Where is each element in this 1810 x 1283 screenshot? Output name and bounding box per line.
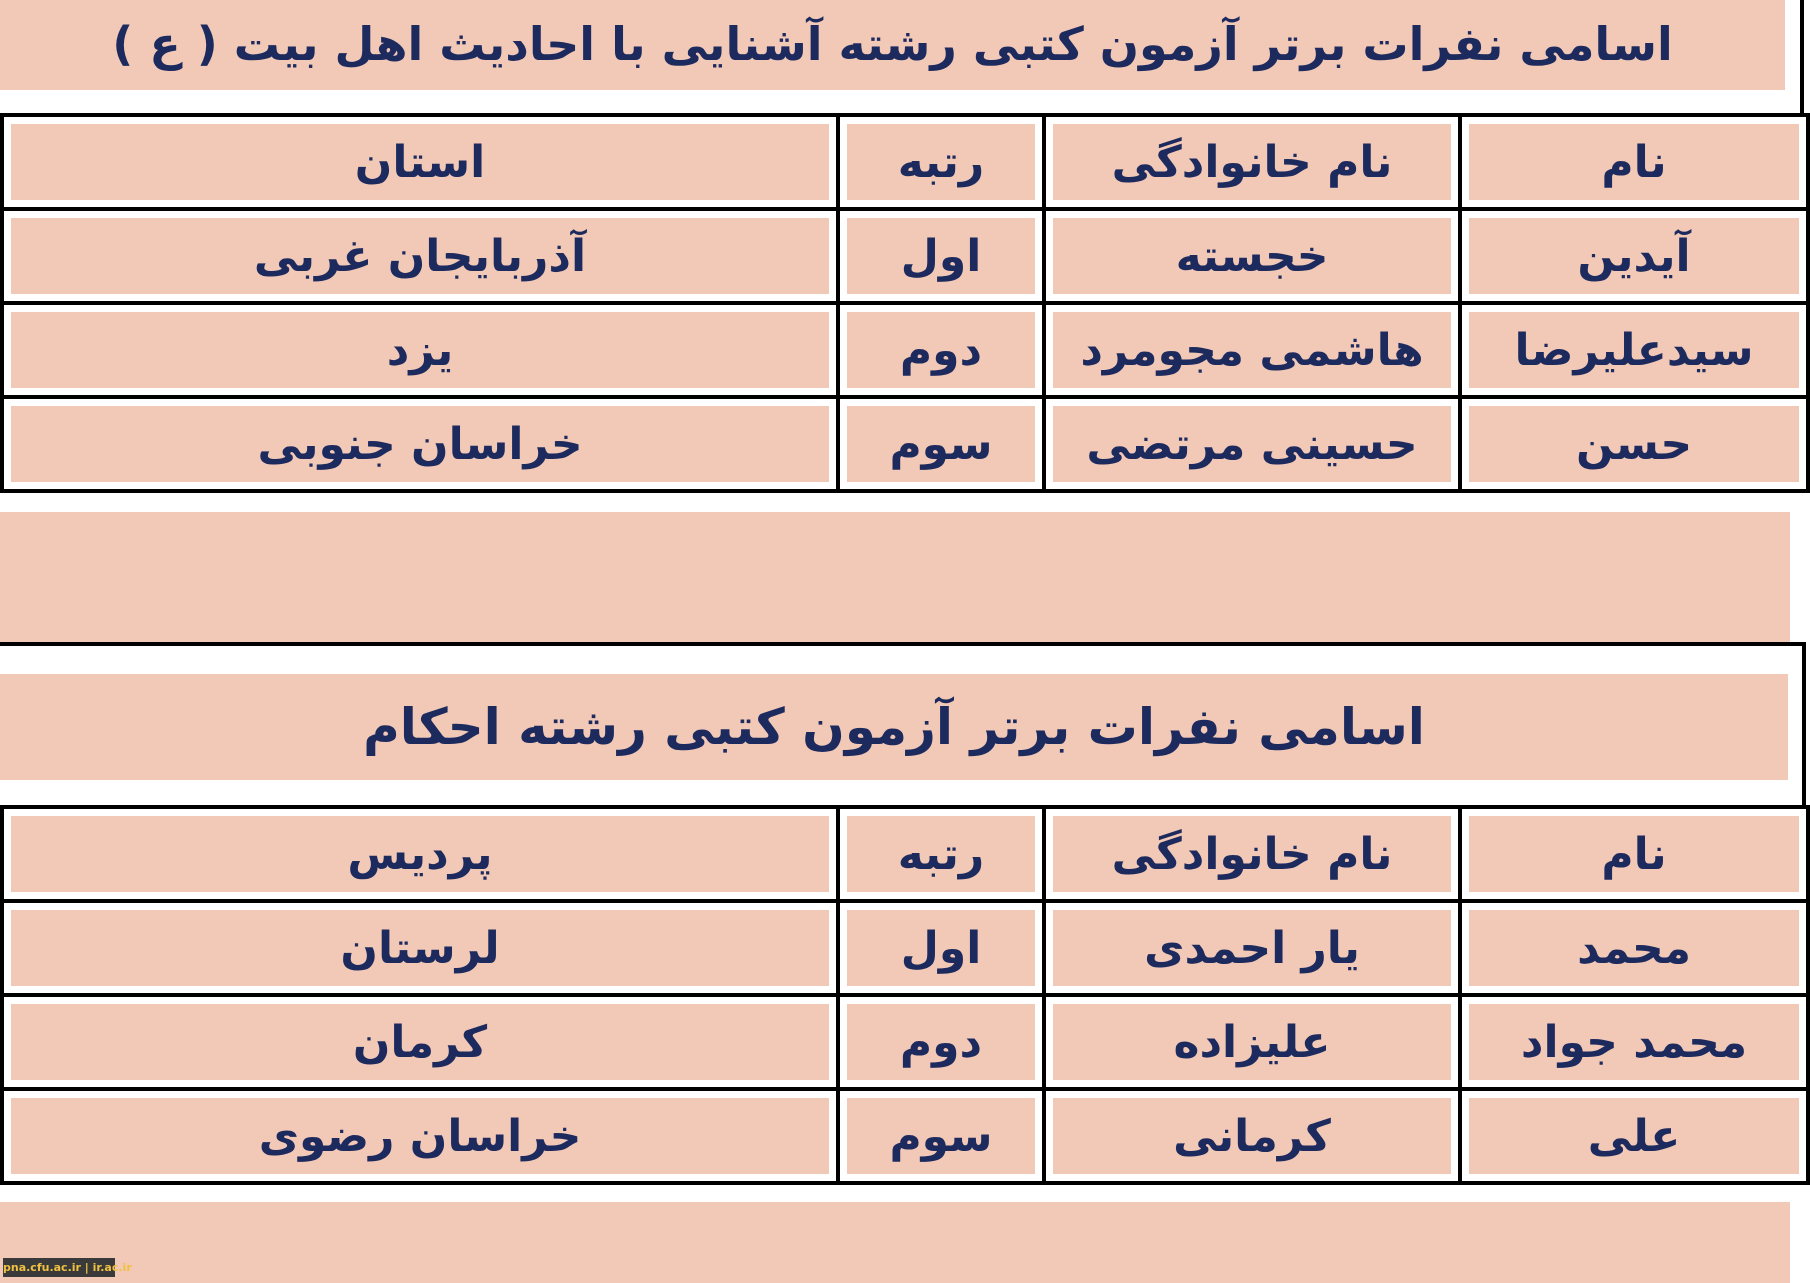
- cell-rank: دوم: [838, 303, 1044, 397]
- cell-province: خراسان جنوبی: [2, 397, 838, 491]
- cell-province: آذربایجان غربی: [2, 209, 838, 303]
- cell-campus: خراسان رضوی: [2, 1089, 838, 1183]
- section2-title: [0, 674, 1788, 780]
- section1-right-border: [1800, 0, 1804, 115]
- cell-first-name: سیدعلیرضا: [1460, 303, 1808, 397]
- cell-rank: سوم: [838, 1089, 1044, 1183]
- gap-background: [0, 512, 1790, 642]
- cell-campus: لرستان: [2, 901, 838, 995]
- header-cell-province: استان: [2, 115, 838, 209]
- bottom-background: [0, 1202, 1790, 1283]
- cell-first-name: علی: [1460, 1089, 1808, 1183]
- table-row: [2, 1089, 1808, 1183]
- table-header-row: [2, 115, 1808, 209]
- table-header-row: [2, 807, 1808, 901]
- header-cell-rank: رتبه: [838, 115, 1044, 209]
- section2-title-text: اسامی نفرات برتر آزمون کتبی رشته احکام: [363, 698, 1425, 756]
- cell-rank: اول: [838, 901, 1044, 995]
- header-cell-campus: پردیس: [2, 807, 838, 901]
- table-row: [2, 901, 1808, 995]
- cell-first-name: محمد جواد: [1460, 995, 1808, 1089]
- header-cell-last-name: نام خانوادگی: [1044, 115, 1460, 209]
- cell-first-name: آیدین: [1460, 209, 1808, 303]
- cell-rank: اول: [838, 209, 1044, 303]
- cell-last-name: هاشمی مجومرد: [1044, 303, 1460, 397]
- table-row: [2, 303, 1808, 397]
- header-cell-first-name: نام: [1460, 115, 1808, 209]
- cell-last-name: خجسته: [1044, 209, 1460, 303]
- cell-campus: کرمان: [2, 995, 838, 1089]
- cell-rank: دوم: [838, 995, 1044, 1089]
- cell-last-name: حسینی مرتضی: [1044, 397, 1460, 491]
- table-row: [2, 209, 1808, 303]
- header-cell-last-name: نام خانوادگی: [1044, 807, 1460, 901]
- site-logo-text: pna.cfu.ac.ir | ir.ac.ir: [3, 1261, 132, 1274]
- cell-province: یزد: [2, 303, 838, 397]
- header-cell-rank: رتبه: [838, 807, 1044, 901]
- section1-table: [0, 113, 1810, 493]
- header-cell-first-name: نام: [1460, 807, 1808, 901]
- section2-table: [0, 805, 1810, 1185]
- cell-first-name: حسن: [1460, 397, 1808, 491]
- table-row: [2, 397, 1808, 491]
- cell-rank: سوم: [838, 397, 1044, 491]
- cell-last-name: کرمانی: [1044, 1089, 1460, 1183]
- section1-title: [0, 0, 1785, 88]
- site-logo[interactable]: [3, 1258, 132, 1277]
- section1-title-text: اسامی نفرات برتر آزمون کتبی رشته آشنایی با احادیث اهل بیت ( ع ): [112, 17, 1673, 71]
- cell-last-name: یار احمدی: [1044, 901, 1460, 995]
- cell-last-name: علیزاده: [1044, 995, 1460, 1089]
- cell-first-name: محمد: [1460, 901, 1808, 995]
- table-row: [2, 995, 1808, 1089]
